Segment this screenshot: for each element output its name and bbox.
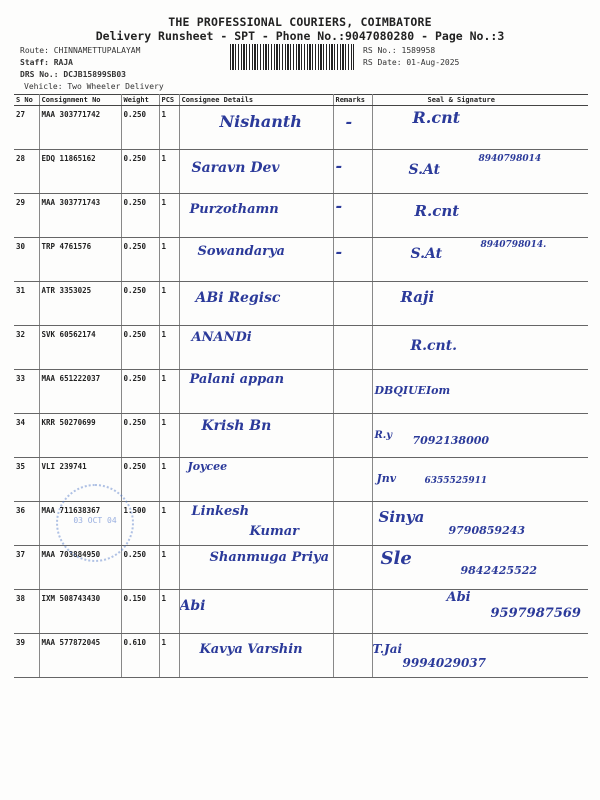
table-row bbox=[14, 414, 588, 458]
col-header-remarks: Remarks bbox=[333, 95, 372, 106]
route-label: Route: CHINNAMETTUPALAYAM bbox=[20, 46, 141, 55]
signature-phone: 8940798014 bbox=[478, 154, 542, 164]
rs-number: RS No.: 1589958 bbox=[363, 46, 436, 55]
col-header-weight: Weight bbox=[121, 95, 159, 106]
delivery-stamp: 03 OCT 04 bbox=[56, 484, 134, 562]
row-sno: 32 bbox=[14, 326, 39, 370]
row-signature bbox=[372, 590, 588, 634]
row-sno: 36 bbox=[14, 502, 39, 546]
consignee-handwriting: Joycee bbox=[187, 460, 228, 473]
row-sno: 39 bbox=[14, 634, 39, 678]
table-row bbox=[14, 634, 588, 678]
row-weight: 0.250 bbox=[121, 546, 159, 590]
consignee-handwriting: Nishanth bbox=[219, 112, 302, 131]
row-consignee bbox=[179, 150, 333, 194]
table-row bbox=[14, 282, 588, 326]
signature-handwriting: DBQIUEIom bbox=[374, 384, 451, 397]
row-remarks bbox=[333, 370, 372, 414]
row-signature bbox=[372, 326, 588, 370]
consignee-handwriting: ANANDi bbox=[191, 330, 252, 345]
row-weight: 0.250 bbox=[121, 106, 159, 150]
row-pcs: 1 bbox=[159, 282, 179, 326]
row-sno: 33 bbox=[14, 370, 39, 414]
row-pcs: 1 bbox=[159, 194, 179, 238]
table-row bbox=[14, 590, 588, 634]
row-pcs: 1 bbox=[159, 590, 179, 634]
row-signature bbox=[372, 370, 588, 414]
row-remarks bbox=[333, 502, 372, 546]
row-consignee bbox=[179, 502, 333, 546]
row-weight: 0.250 bbox=[121, 282, 159, 326]
signature-handwriting: Sle bbox=[380, 548, 412, 569]
consignee-handwriting: ABi Regisc bbox=[195, 290, 281, 306]
col-header-sno: S No bbox=[14, 95, 39, 106]
rs-date: RS Date: 01-Aug-2025 bbox=[363, 58, 460, 67]
row-weight: 0.250 bbox=[121, 326, 159, 370]
row-weight: 0.250 bbox=[121, 238, 159, 282]
consignee-handwriting-line2: Kumar bbox=[249, 524, 299, 539]
row-signature bbox=[372, 546, 588, 590]
row-consignment-no: IXM 508743430 bbox=[39, 590, 121, 634]
runsheet-table bbox=[14, 94, 588, 678]
consignee-handwriting: Palani appan bbox=[189, 372, 285, 387]
signature-handwriting: R.cnt bbox=[412, 108, 461, 127]
row-consignee bbox=[179, 106, 333, 150]
row-weight: 0.250 bbox=[121, 370, 159, 414]
row-remarks bbox=[333, 194, 372, 238]
row-consignment-no: MAA 577872045 bbox=[39, 634, 121, 678]
signature-phone: 9790859243 bbox=[448, 524, 526, 537]
signature-handwriting: R.cnt. bbox=[410, 338, 458, 354]
row-remarks bbox=[333, 634, 372, 678]
row-sno: 28 bbox=[14, 150, 39, 194]
table-row bbox=[14, 150, 588, 194]
row-consignee bbox=[179, 194, 333, 238]
remark-handwriting: - bbox=[345, 112, 353, 131]
row-signature bbox=[372, 238, 588, 282]
signature-phone: 9842425522 bbox=[460, 564, 538, 577]
row-pcs: 1 bbox=[159, 634, 179, 678]
barcode bbox=[230, 44, 354, 70]
signature-handwriting: S.At bbox=[410, 246, 443, 262]
row-sno: 35 bbox=[14, 458, 39, 502]
row-weight: 0.250 bbox=[121, 458, 159, 502]
row-remarks bbox=[333, 458, 372, 502]
signature-handwriting: R.cnt bbox=[414, 202, 460, 220]
row-pcs: 1 bbox=[159, 370, 179, 414]
row-consignee bbox=[179, 238, 333, 282]
row-consignment-no: VLI 239741 bbox=[39, 458, 121, 502]
row-sno: 31 bbox=[14, 282, 39, 326]
row-signature bbox=[372, 502, 588, 546]
table-row bbox=[14, 326, 588, 370]
row-pcs: 1 bbox=[159, 458, 179, 502]
table-header-row bbox=[14, 95, 588, 106]
row-consignment-no: MAA 711638367 bbox=[39, 502, 121, 546]
row-consignment-no: SVK 60562174 bbox=[39, 326, 121, 370]
row-consignment-no: MAA 651222037 bbox=[39, 370, 121, 414]
staff-label: Staff: RAJA bbox=[20, 58, 73, 67]
consignee-handwriting: Kavya Varshin bbox=[199, 642, 303, 657]
row-remarks bbox=[333, 282, 372, 326]
row-pcs: 1 bbox=[159, 546, 179, 590]
col-header-consignment: Consignment No bbox=[39, 95, 121, 106]
table-row bbox=[14, 106, 588, 150]
consignee-handwriting: Sowandarya bbox=[197, 244, 285, 259]
col-header-signature: Seal & Signature bbox=[372, 95, 588, 106]
row-sno: 30 bbox=[14, 238, 39, 282]
row-signature bbox=[372, 106, 588, 150]
row-signature bbox=[372, 150, 588, 194]
runsheet-title: Delivery Runsheet - SPT - Phone No.:9047080280 - Page No.:3 bbox=[95, 29, 505, 43]
signature-phone: 6355525911 bbox=[424, 476, 488, 486]
row-consignee bbox=[179, 546, 333, 590]
row-remarks bbox=[333, 414, 372, 458]
row-consignee bbox=[179, 634, 333, 678]
row-consignment-no: EDQ 11865162 bbox=[39, 150, 121, 194]
table-row bbox=[14, 194, 588, 238]
row-consignee bbox=[179, 590, 333, 634]
row-signature bbox=[372, 282, 588, 326]
row-consignment-no: MAA 303771743 bbox=[39, 194, 121, 238]
row-weight: 0.150 bbox=[121, 590, 159, 634]
row-remarks bbox=[333, 150, 372, 194]
signature-phone: 9994029037 bbox=[402, 656, 486, 670]
row-weight: 0.610 bbox=[121, 634, 159, 678]
row-consignee bbox=[179, 282, 333, 326]
row-sno: 34 bbox=[14, 414, 39, 458]
row-signature bbox=[372, 414, 588, 458]
row-remarks bbox=[333, 326, 372, 370]
row-pcs: 1 bbox=[159, 238, 179, 282]
signature-handwriting: Raji bbox=[400, 288, 435, 306]
row-sno: 38 bbox=[14, 590, 39, 634]
row-sno: 37 bbox=[14, 546, 39, 590]
row-remarks bbox=[333, 238, 372, 282]
consignee-handwriting: Abi bbox=[179, 598, 206, 614]
row-weight: 0.250 bbox=[121, 150, 159, 194]
row-consignee bbox=[179, 414, 333, 458]
consignee-handwriting: Krish Bn bbox=[201, 418, 272, 434]
row-signature bbox=[372, 194, 588, 238]
row-pcs: 1 bbox=[159, 326, 179, 370]
row-consignment-no: TRP 4761576 bbox=[39, 238, 121, 282]
row-consignment-no: ATR 3353025 bbox=[39, 282, 121, 326]
row-consignment-no: MAA 703884950 bbox=[39, 546, 121, 590]
signature-handwriting: R.y bbox=[374, 430, 393, 441]
row-consignee bbox=[179, 370, 333, 414]
row-remarks bbox=[333, 590, 372, 634]
row-pcs: 1 bbox=[159, 502, 179, 546]
remark-handwriting: - bbox=[335, 196, 343, 215]
signature-handwriting: S.At bbox=[408, 162, 441, 178]
row-remarks bbox=[333, 106, 372, 150]
row-signature bbox=[372, 458, 588, 502]
table-row bbox=[14, 238, 588, 282]
row-consignee bbox=[179, 458, 333, 502]
col-header-pcs: PCS bbox=[159, 95, 179, 106]
signature-handwriting: T.Jai bbox=[372, 642, 403, 656]
company-title: THE PROFESSIONAL COURIERS, COIMBATORE bbox=[168, 15, 432, 29]
row-sno: 27 bbox=[14, 106, 39, 150]
row-consignment-no: KRR 50270699 bbox=[39, 414, 121, 458]
remark-handwriting: - bbox=[335, 242, 343, 261]
row-signature bbox=[372, 634, 588, 678]
row-pcs: 1 bbox=[159, 414, 179, 458]
row-consignment-no: MAA 303771742 bbox=[39, 106, 121, 150]
row-consignee bbox=[179, 326, 333, 370]
consignee-handwriting: Saravn Dev bbox=[191, 160, 280, 176]
row-weight: 1.500 bbox=[121, 502, 159, 546]
row-weight: 0.250 bbox=[121, 194, 159, 238]
row-weight: 0.250 bbox=[121, 414, 159, 458]
signature-handwriting: Sinya bbox=[378, 508, 425, 526]
row-pcs: 1 bbox=[159, 106, 179, 150]
vehicle-label: Vehicle: Two Wheeler Delivery bbox=[24, 82, 164, 91]
table-row bbox=[14, 370, 588, 414]
row-remarks bbox=[333, 546, 372, 590]
consignee-handwriting: Linkesh bbox=[191, 504, 250, 519]
signature-phone: 9597987569 bbox=[490, 606, 581, 621]
row-pcs: 1 bbox=[159, 150, 179, 194]
signature-phone: 8940798014. bbox=[480, 240, 547, 250]
consignee-handwriting: Shanmuga Priya bbox=[209, 550, 330, 565]
signature-phone: 7092138000 bbox=[412, 434, 490, 447]
signature-handwriting: Abi bbox=[446, 590, 471, 605]
remark-handwriting: - bbox=[335, 156, 343, 175]
drs-number: DRS No.: DCJB15899SB03 bbox=[20, 70, 126, 79]
signature-handwriting: Jnv bbox=[376, 472, 397, 485]
row-sno: 29 bbox=[14, 194, 39, 238]
consignee-handwriting: Purzothamn bbox=[189, 202, 279, 217]
col-header-consignee: Consignee Details bbox=[179, 95, 333, 106]
